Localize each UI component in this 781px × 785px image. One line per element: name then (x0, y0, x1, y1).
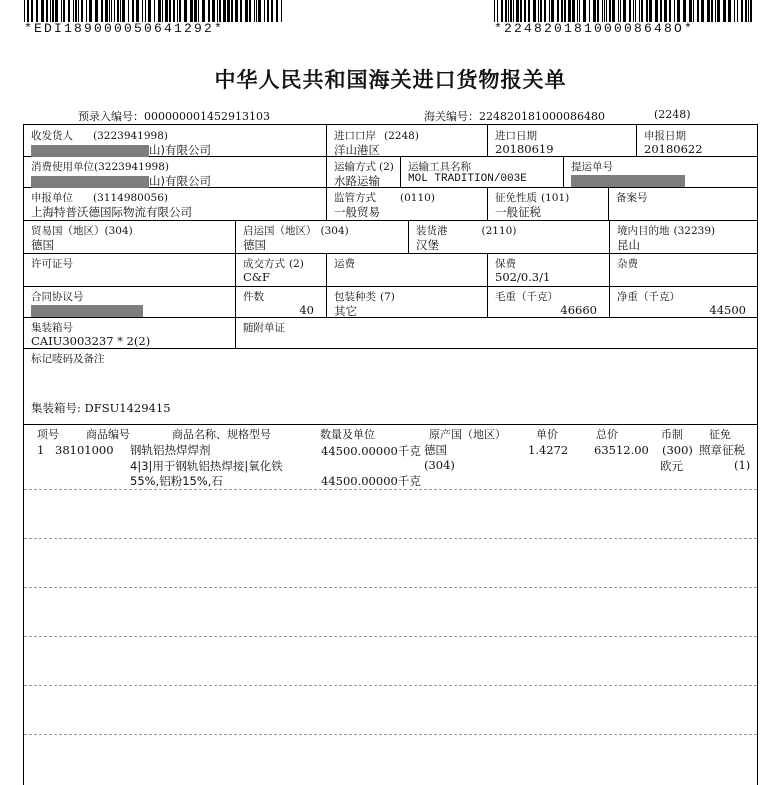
barcode-bar (111, 0, 112, 22)
barcode-bar (551, 0, 554, 22)
goods-hs-code: 38101000 (55, 443, 114, 457)
consignee-name: 山)有限公司 (149, 143, 211, 157)
vehicle-label: 运输工具名称 (408, 161, 471, 173)
misc-fee-label: 杂费 (617, 258, 638, 270)
barcode-bar (533, 0, 536, 22)
barcode-bar (223, 0, 226, 22)
barcode-bar (697, 0, 699, 22)
row-separator (24, 587, 757, 588)
col-exemption: 征免 (709, 428, 731, 441)
trade-country-value: 德国 (31, 238, 54, 252)
col-total-price: 总价 (596, 428, 618, 441)
barcode-bar (572, 0, 575, 22)
col-item: 项号 (37, 428, 59, 441)
barcode-bar (245, 0, 248, 22)
barcode-bar (701, 0, 704, 22)
transport-mode-label: 运输方式 (334, 161, 376, 173)
barcode-bar (46, 0, 48, 22)
barcode-bar (264, 0, 265, 22)
col-currency: 币制 (661, 428, 683, 441)
loading-port-code: (2110) (481, 225, 517, 237)
redaction-block (571, 175, 685, 187)
packages-label: 件数 (243, 291, 264, 303)
goods-currency-code: (300) (662, 443, 693, 457)
vehicle-value: MOL TRADITION/003E (408, 173, 527, 185)
barcode-bar (267, 0, 269, 22)
barcode-bar (68, 0, 70, 22)
consumer-label: 消费使用单位 (31, 161, 94, 173)
barcode-bar (646, 0, 648, 22)
form-row-marks (24, 348, 757, 425)
pack-type-cell (326, 286, 487, 317)
barcode-bar (497, 0, 498, 22)
form-row-1 (24, 125, 757, 157)
barcode-bar (549, 0, 550, 22)
destination-cell (609, 220, 758, 253)
col-quantity: 数量及单位 (320, 428, 375, 441)
barcode-bar (24, 0, 25, 22)
license-label: 许可证号 (31, 258, 73, 270)
barcode-bar (227, 0, 230, 22)
record-no-label: 备案号 (616, 192, 648, 204)
marks-cell (24, 348, 757, 424)
barcode-bar (158, 0, 161, 22)
port-cell (326, 125, 487, 156)
barcode-bar (117, 0, 119, 22)
consignee-cell (24, 125, 325, 156)
barcode-bar (579, 0, 580, 22)
terms-code: (2) (289, 258, 304, 270)
barcode-bar (89, 0, 92, 22)
barcode-bar (78, 0, 79, 22)
barcode-bar (623, 0, 626, 22)
barcode-bar (122, 0, 125, 22)
documents-cell (235, 317, 758, 348)
barcode-bar (620, 0, 621, 22)
container-label: 集装箱号 (31, 322, 73, 334)
barcode-bar (173, 0, 175, 22)
barcode-bar (717, 0, 720, 22)
col-unit-price: 单价 (536, 428, 558, 441)
barcode-bar (86, 0, 87, 22)
tax-nature-label: 征免性质 (495, 192, 537, 204)
barcode-bar (728, 0, 731, 22)
pack-type-label: 包装种类 (334, 291, 376, 303)
redaction-block (31, 305, 143, 317)
import-date-cell (487, 125, 636, 156)
barcode-bar (281, 0, 282, 22)
form-row-6 (24, 286, 757, 318)
barcode-bar (677, 0, 680, 22)
terms-label: 成交方式 (243, 258, 285, 270)
barcode-bar (61, 0, 62, 22)
form-row-4 (24, 220, 757, 254)
barcode-bar (557, 0, 559, 22)
barcode-bar (561, 0, 563, 22)
barcode-bar (217, 0, 218, 22)
barcode-bar (52, 0, 54, 22)
barcode-bar (494, 0, 495, 22)
barcode-bar (73, 0, 74, 22)
barcode-bar (593, 0, 596, 22)
barcode-bar (609, 0, 611, 22)
transport-mode-code: (2) (379, 161, 394, 173)
supervision-value: 一般贸易 (334, 205, 380, 219)
gross-weight-value: 46660 (560, 303, 597, 317)
barcode-bar (577, 0, 578, 22)
barcode-bar (75, 0, 77, 22)
tax-nature-value: 一般征税 (495, 205, 541, 219)
insurance-cell (487, 253, 609, 286)
barcode-bar (145, 0, 146, 22)
barcode-bar (249, 0, 251, 22)
barcode-bar (538, 0, 539, 22)
barcode-bar (734, 0, 735, 22)
barcode-left-text: *EDI189000050641292* (24, 21, 225, 36)
consumer-cell (24, 156, 325, 187)
terms-cell (235, 253, 326, 286)
declarant-cell (24, 187, 325, 220)
insurance-value: 502/0.3/1 (495, 270, 551, 284)
barcode-bar (664, 0, 667, 22)
barcode-right-text: *22482018100008648O* (494, 21, 695, 36)
documents-label: 随附单证 (243, 322, 285, 334)
barcode-bar (597, 0, 599, 22)
goods-currency: 欧元 (660, 459, 683, 473)
barcode-bar (169, 0, 171, 22)
contract-value (31, 303, 143, 317)
trade-country-label: 贸易国（地区） (31, 225, 105, 237)
misc-fee-cell (609, 253, 758, 286)
bill-no-cell (563, 156, 758, 187)
barcode-bar (142, 0, 143, 22)
origin-country-value: 德国 (243, 238, 266, 252)
port-code: (2248) (384, 130, 419, 142)
declarant-label: 申报单位 (31, 192, 73, 204)
barcode-bar (235, 0, 238, 22)
gross-weight-label: 毛重（千克） (495, 291, 558, 303)
customs-number-label: 海关编号： (424, 110, 479, 123)
barcode-bar (128, 0, 129, 22)
barcode-bar (148, 0, 151, 22)
origin-country-label: 启运国（地区） (243, 225, 317, 237)
barcode-bar (693, 0, 694, 22)
col-origin: 原产国（地区） (429, 428, 506, 441)
consignee-code: (3223941998) (93, 130, 168, 142)
net-weight-value: 44500 (709, 303, 746, 317)
barcode-bar (81, 0, 83, 22)
barcode-bar (27, 0, 29, 22)
document-title: 中华人民共和国海关进口货物报关单 (214, 68, 567, 92)
barcode-bar (635, 0, 636, 22)
barcode-bar (202, 0, 205, 22)
barcode-bar (105, 0, 108, 22)
barcode-bar (544, 0, 546, 22)
barcode-bar (723, 0, 726, 22)
customs-code: (2248) (654, 108, 691, 121)
goods-item-no: 1 (37, 443, 45, 457)
barcode-bar (516, 0, 519, 22)
barcode-bar (179, 0, 181, 22)
barcode-bar (505, 0, 507, 22)
insurance-label: 保费 (495, 258, 516, 270)
barcode-bar (258, 0, 261, 22)
origin-country-code: (304) (320, 225, 349, 237)
pack-type-code: (7) (380, 291, 395, 303)
container-value: CAIU3003237 * 2(2) (31, 334, 151, 348)
net-weight-label: 净重（千克） (617, 291, 680, 303)
barcode-bar (602, 0, 603, 22)
barcode-bar (41, 0, 44, 22)
goods-origin-code: (304) (424, 458, 455, 472)
form-row-3 (24, 187, 757, 221)
origin-country-cell (235, 220, 408, 253)
barcode-bar (674, 0, 675, 22)
packages-cell (235, 286, 326, 317)
barcode-bar (256, 0, 257, 22)
destination-code: (32239) (673, 225, 716, 237)
goods-qty1: 44500.00000千克 (321, 444, 421, 458)
row-separator (24, 685, 757, 686)
barcode-bar (633, 0, 634, 22)
barcode-bar (715, 0, 716, 22)
barcode-bar (63, 0, 65, 22)
barcode-bar (31, 0, 33, 22)
barcode-bar (219, 0, 221, 22)
barcode-bar (655, 0, 658, 22)
barcode-bar (194, 0, 197, 22)
destination-value: 昆山 (617, 238, 640, 252)
barcode-bar (212, 0, 215, 22)
supervision-label: 监管方式 (334, 192, 376, 204)
barcode-bar (501, 0, 503, 22)
import-date-label: 进口日期 (495, 130, 537, 142)
customs-number (424, 108, 605, 124)
barcode-bar (737, 0, 738, 22)
barcode-bar (750, 0, 752, 22)
row-separator (24, 538, 757, 539)
bill-no-label: 提运单号 (571, 161, 613, 173)
net-weight-cell (609, 286, 758, 317)
barcode-bar (109, 0, 110, 22)
barcode-bar (711, 0, 713, 22)
consumer-name: 山)有限公司 (149, 174, 211, 188)
row-separator (24, 489, 757, 490)
goods-exemption-code: (1) (734, 458, 751, 472)
port-value: 洋山港区 (334, 143, 380, 157)
declarant-value: 上海特普沃德国际物流有限公司 (31, 205, 192, 219)
freight-cell (326, 253, 487, 286)
freight-label: 运费 (334, 258, 355, 270)
bill-no-value (571, 173, 685, 187)
marks-label: 标记唛码及备注 (31, 353, 105, 365)
barcode-bar (231, 0, 233, 22)
barcode-bar (162, 0, 163, 22)
barcode-bar (55, 0, 58, 22)
marks-value: 集装箱号: DFSU1429415 (31, 401, 171, 415)
barcode-bar (165, 0, 168, 22)
barcode-bar (564, 0, 566, 22)
barcode-bar (513, 0, 514, 22)
row-separator (24, 636, 757, 637)
consumer-code: (3223941998) (94, 161, 169, 173)
barcode-bar (612, 0, 615, 22)
barcode-bar (683, 0, 686, 22)
barcode-bar (660, 0, 662, 22)
packages-value: 40 (299, 303, 314, 317)
tax-nature-cell (487, 187, 608, 220)
declare-date-label: 申报日期 (644, 130, 686, 142)
barcode-bar (604, 0, 605, 22)
barcode-bar (524, 0, 526, 22)
terms-value: C&F (243, 270, 271, 284)
goods-origin: 德国 (424, 443, 447, 457)
form-row-5 (24, 253, 757, 287)
customs-number-value: 224820181000086480 (479, 110, 605, 123)
barcode-bar (606, 0, 607, 22)
goods-unit-price: 1.4272 (528, 443, 569, 457)
port-label: 进口口岸 (334, 130, 376, 142)
barcode-bar (540, 0, 542, 22)
barcode-bar (707, 0, 710, 22)
declaration-form (23, 124, 758, 785)
goods-total-price: 63512.00 (594, 443, 649, 457)
contract-label: 合同协议号 (31, 291, 84, 303)
barcode-bar (568, 0, 571, 22)
transport-mode-value: 水路运输 (334, 174, 380, 188)
barcode-bar (114, 0, 115, 22)
loading-port-cell (408, 220, 609, 253)
barcode-bar (520, 0, 522, 22)
barcode-bar (136, 0, 139, 22)
transport-mode-cell (326, 156, 400, 187)
barcode-bar (95, 0, 98, 22)
barcode-bar (120, 0, 121, 22)
goods-name-line1: 钢轨铝热焊焊剂 (130, 443, 211, 457)
barcode-bar (190, 0, 193, 22)
barcode-bar (748, 0, 749, 22)
contract-cell (24, 286, 234, 317)
col-name: 商品名称、规格型号 (172, 428, 271, 441)
gross-weight-cell (487, 286, 609, 317)
barcode-bar (132, 0, 134, 22)
loading-port-value: 汉堡 (416, 238, 439, 252)
barcode-bar (208, 0, 210, 22)
barcode-bar (689, 0, 692, 22)
declare-date-cell (636, 125, 758, 156)
barcode-bar (629, 0, 631, 22)
destination-label: 境内目的地 (617, 225, 670, 237)
barcode-bar (639, 0, 640, 22)
declarant-code: (3114980056) (93, 192, 168, 204)
declare-date-value: 20180622 (644, 142, 703, 156)
pack-type-value: 其它 (334, 304, 357, 318)
supervision-code: (0110) (400, 192, 435, 204)
row-separator (24, 734, 757, 735)
barcode-left (24, 0, 282, 22)
goods-exemption: 照章征税 (699, 443, 745, 457)
form-row-7 (24, 317, 757, 349)
barcode-bar (36, 0, 38, 22)
barcode-bar (583, 0, 586, 22)
consignee-label: 收发货人 (31, 130, 73, 142)
redaction-block (31, 145, 149, 157)
goods-table-header (24, 425, 757, 439)
container-cell (24, 317, 234, 348)
redaction-block (31, 176, 149, 188)
record-no-cell (608, 187, 758, 220)
supervision-cell (326, 187, 487, 220)
barcode-bar (198, 0, 199, 22)
barcode-bar (177, 0, 178, 22)
barcode-bar (649, 0, 652, 22)
pre-entry-value: 000000001452913103 (144, 110, 270, 123)
license-cell (24, 253, 234, 286)
barcode-bar (154, 0, 155, 22)
barcode-bar (641, 0, 643, 22)
barcode-bar (510, 0, 512, 22)
barcode-bar (50, 0, 51, 22)
barcode-bar (276, 0, 278, 22)
barcode-bar (254, 0, 255, 22)
tax-nature-code: (101) (541, 192, 570, 204)
barcode-bar (184, 0, 187, 22)
barcode-bar (508, 0, 509, 22)
barcode-bar (589, 0, 590, 22)
barcode-bar (741, 0, 743, 22)
barcode-bar (669, 0, 671, 22)
vehicle-cell (400, 156, 563, 187)
trade-country-code: (304) (104, 225, 133, 237)
barcode-bar (618, 0, 619, 22)
goods-qty2: 44500.00000千克 (321, 474, 421, 488)
pre-entry-number (78, 108, 270, 124)
barcode-right (494, 0, 752, 22)
loading-port-label: 装货港 (416, 225, 448, 237)
barcode-bar (240, 0, 242, 22)
barcode-bar (271, 0, 273, 22)
barcode-bar (745, 0, 747, 22)
col-hs-code: 商品编号 (86, 428, 130, 441)
form-row-2 (24, 156, 757, 188)
barcode-bar (528, 0, 530, 22)
trade-country-cell (24, 220, 234, 253)
barcode-bar (101, 0, 103, 22)
import-date-value: 20180619 (495, 142, 554, 156)
goods-name-line2: 4|3|用于钢轨铝热焊接|氧化铁 (130, 459, 283, 473)
pre-entry-label: 预录入编号： (78, 110, 144, 123)
goods-name-line3: 55%,铝粉15%,石 (130, 474, 223, 488)
